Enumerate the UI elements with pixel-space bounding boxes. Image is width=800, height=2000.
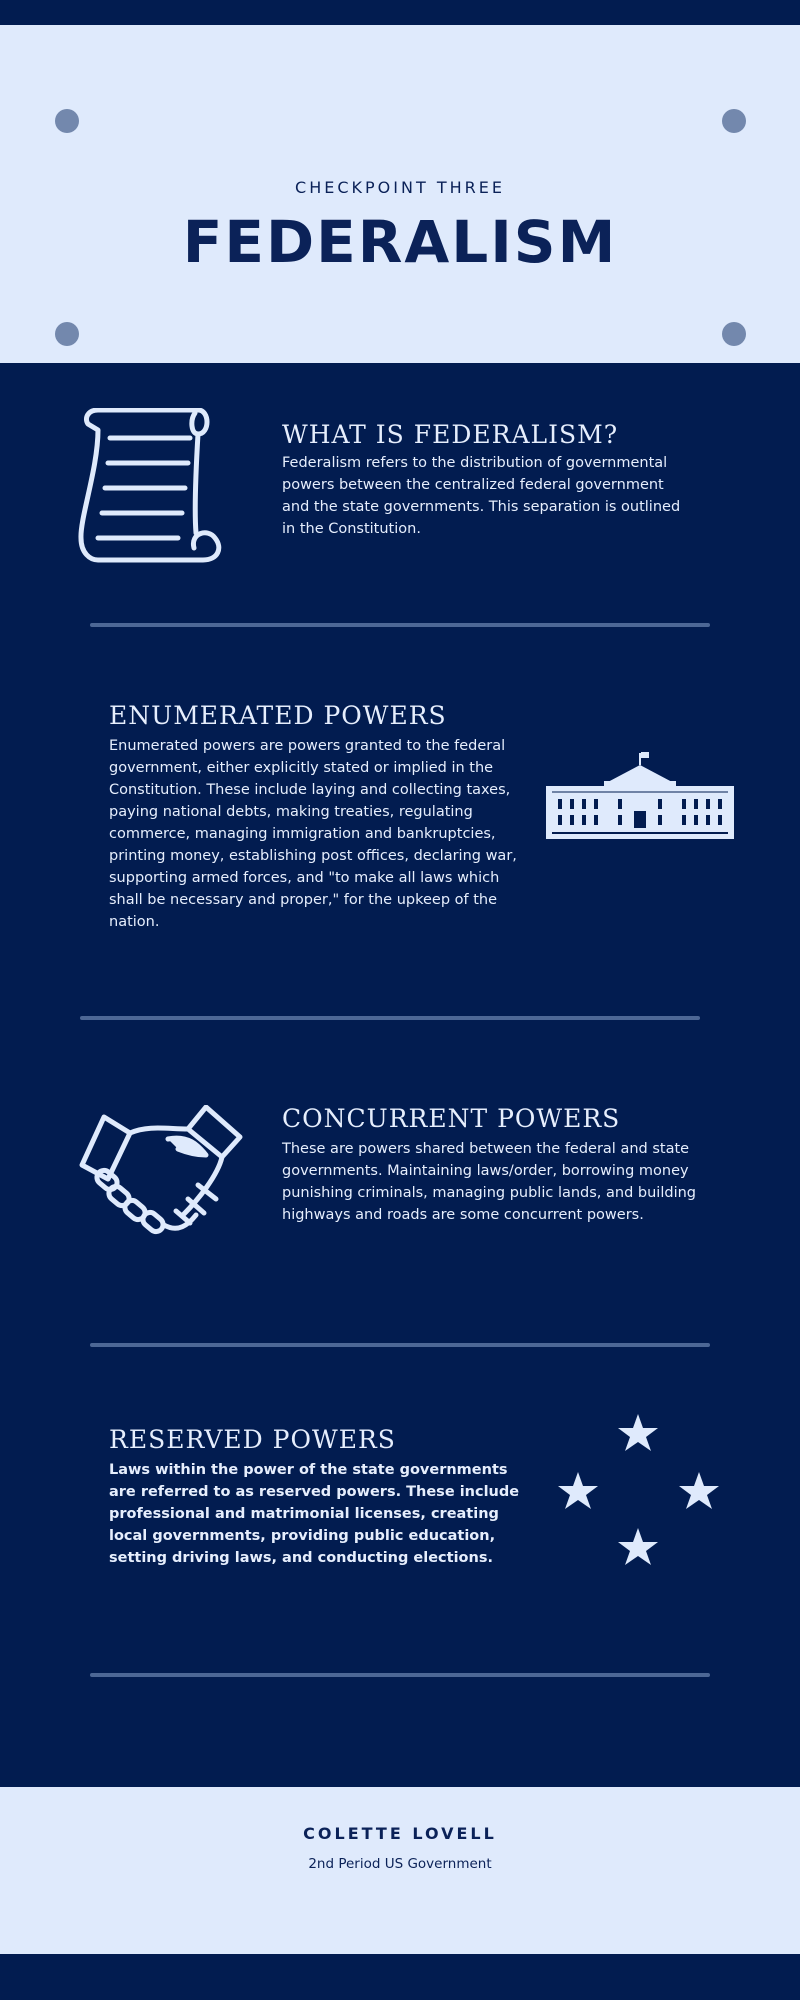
divider (90, 1673, 710, 1677)
section-body: Enumerated powers are powers granted to the federal government, either explicitly stated or implied in the Constitution. These include laying and collecting taxes, paying national debts, making treaties, regulating commerce, managing immigration and bankruptcies, printing money, establishing post offices, declaring war, supporting armed forces, and "to make all laws which shall be necessary and proper," for the upkeep of the nation. (109, 738, 517, 930)
divider (90, 1343, 710, 1347)
scroll-icon (78, 408, 223, 568)
class-period: 2nd Period US Government (308, 1856, 492, 1872)
section-heading: ENUMERATED POWERS (109, 701, 447, 730)
section-body: These are powers shared between the federal and state governments. Maintaining laws/order, borrowing money punishing criminals, managing public lands, and building highways and roads are some concurrent powers. (282, 1141, 696, 1223)
corner-dot (722, 322, 746, 346)
checkpoint-label: CHECKPOINT THREE (295, 178, 505, 197)
corner-dot (55, 322, 79, 346)
corner-dot (722, 109, 746, 133)
section-body: Laws within the power of the state governments are referred to as reserved powers. These include professional and matrimonial licenses, creating local governments, providing public education, setting driving laws, and conducting elections. (109, 1462, 520, 1566)
divider (80, 1016, 700, 1020)
handshake-icon (78, 1105, 244, 1251)
divider (90, 623, 710, 627)
page-title: FEDERALISM (182, 208, 618, 276)
section-body: Federalism refers to the distribution of governmental powers between the centralized federal government and the state governments. This separation is outlined in the Constitution. (282, 455, 681, 537)
section-heading: WHAT IS FEDERALISM? (282, 420, 619, 449)
author-name: COLETTE LOVELL (303, 1824, 497, 1843)
stars-icon (556, 1410, 721, 1574)
capitol-building-icon (546, 751, 734, 843)
corner-dot (55, 109, 79, 133)
section-heading: RESERVED POWERS (109, 1425, 396, 1454)
section-heading: CONCURRENT POWERS (282, 1104, 621, 1133)
